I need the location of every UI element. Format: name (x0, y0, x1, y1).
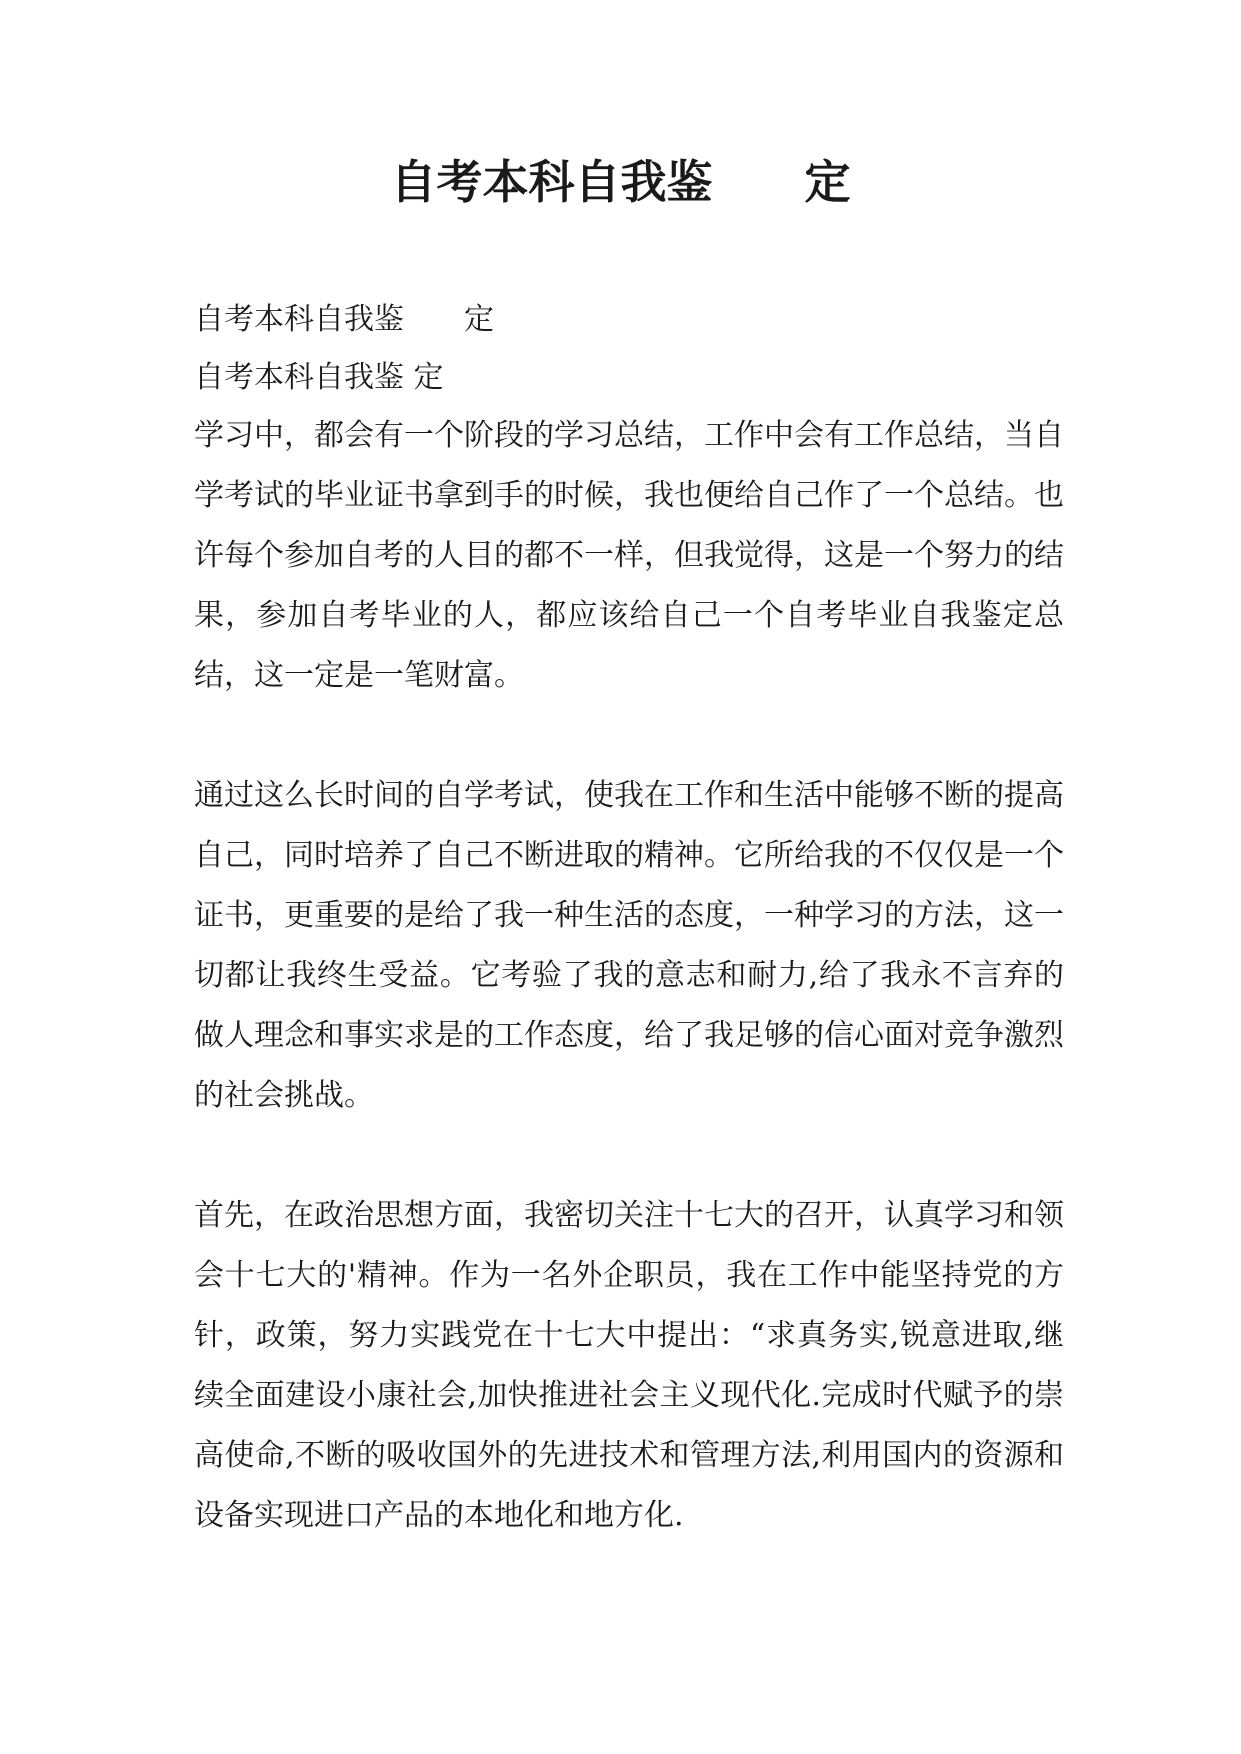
subtitle-line-2: 自考本科自我鉴 定 (194, 360, 444, 395)
paragraph-1: 学习中，都会有一个阶段的学习总结，工作中会有工作总结，当自学考试的毕业证书拿到手的时候，我也便给自己作了一个总结。也许每个参加自考的人目的都不一样，但我觉得，这是一个努力的结果，参加自考毕业的人，都应该给自己一个自考毕业自我鉴定总结，这一定是一笔财富。 (194, 418, 1064, 693)
subtitle-line-1: 自考本科自我鉴 定 (194, 302, 494, 337)
paragraph-3: 首先，在政治思想方面，我密切关注十七大的召开，认真学习和领会十七大的'精神。作为一名外企职员，我在工作中能坚持党的方针，政策，努力实践党在十七大中提出：“求真务实,锐意进取,继续全面建设小康社会,加快推进社会主义现代化.完成时代赋予的崇高使命,不断的吸收国外的先进技术和管理方法,利用国内的资源和设备实现进口产品的本地化和地方化. (194, 1198, 1064, 1533)
document-body (194, 290, 1064, 1546)
paragraph-gap (194, 1126, 1064, 1186)
paragraph-gap (194, 706, 1064, 766)
document-title: 自考本科自我鉴 定 (390, 155, 851, 209)
paragraph-2: 通过这么长时间的自学考试，使我在工作和生活中能够不断的提高自己，同时培养了自己不断进取的精神。它所给我的不仅仅是一个证书，更重要的是给了我一种生活的态度，一种学习的方法，这一切都让我终生受益。它考验了我的意志和耐力,给了我永不言弃的做人理念和事实求是的工作态度，给了我足够的信心面对竞争激烈的社会挑战。 (194, 778, 1064, 1113)
